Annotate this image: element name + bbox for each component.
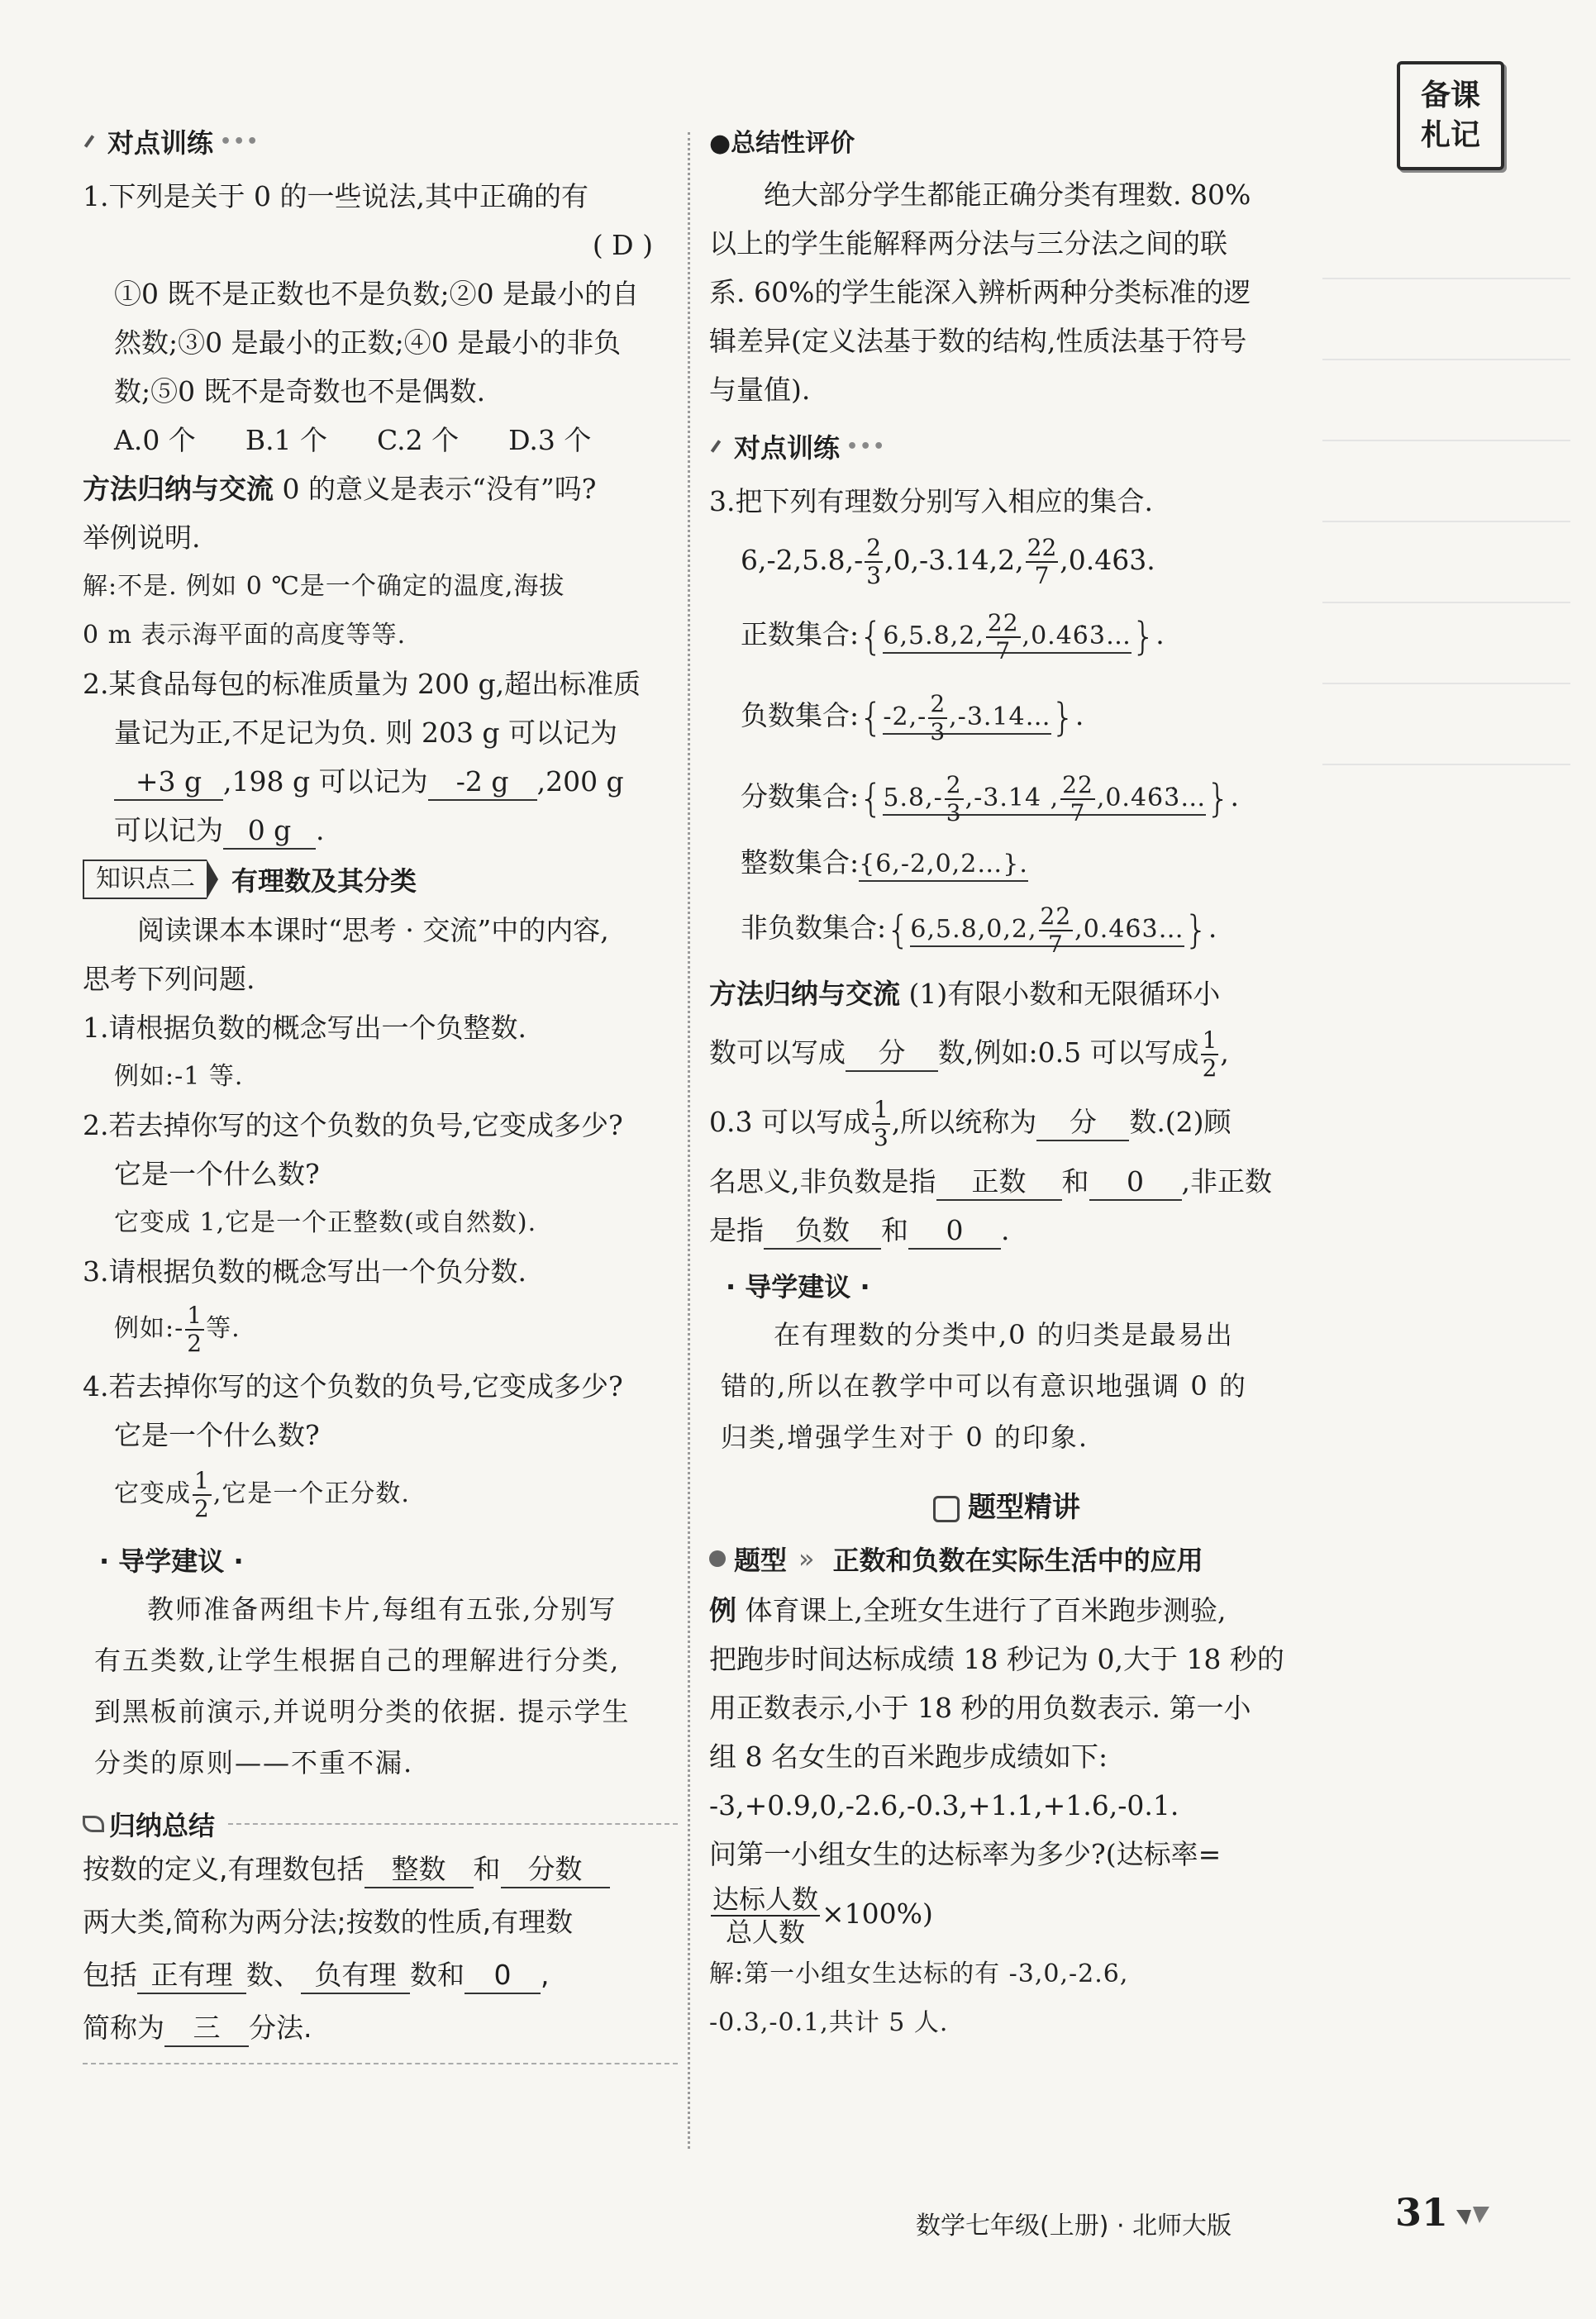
set-answer: {6,-2,0,2…}. (859, 850, 1028, 882)
answer-blank: 分 (1036, 1105, 1129, 1141)
example-question: 问第一小组女生的达标率为多少?(达标率= (709, 1838, 1222, 1870)
answer-blank: 0 (908, 1213, 1001, 1250)
example-answer: -0.3,-0.1,共计 5 人. (709, 2008, 949, 2037)
section-title-practice: 对点训练 ••• (83, 122, 678, 160)
method-2-cont: 0.3̇ 可以写成 $\frac{1}{3}$ ,所以统称为 分 数.(2)顾 (709, 1096, 1232, 1151)
question-1-answer: ( D ) (592, 229, 653, 261)
method-2-cont: 名思义,非负数是指 正数 和 0 ,非正数 (709, 1157, 1304, 1206)
item-4-answer: 它变成 $\frac{1}{2}$ ,它是一个正分数. (114, 1467, 410, 1522)
summary-title: 归纳总结 (83, 1805, 678, 1843)
page-number: 31 (1395, 2190, 1449, 2235)
fraction: $\frac{1}{2}$ (187, 1302, 203, 1357)
question-1-body: ①0 既不是正数也不是负数;②0 是最小的自 (114, 278, 640, 310)
leaf-icon (83, 1816, 104, 1832)
method-discussion: 方法归纳与交流 0 的意义是表示“没有”吗? (83, 473, 597, 505)
set-answer: 6,5.8,2, $\frac{22}{7}$ ,0.46̇3̇… (883, 609, 1131, 664)
guide-text: 有五类数,让学生根据自己的理解进行分类, (94, 1645, 621, 1676)
question-1-body: 数;⑤0 既不是奇数也不是偶数. (114, 375, 486, 407)
question-3-list: 6,-2,5.8,- $\frac{2}{3}$ ,0,-3.14,2, $\frac{22}{7}$ ,0.46̇3̇. (741, 534, 1155, 589)
item-2-cont: 它是一个什么数? (114, 1158, 320, 1190)
evaluation-title: ●总结性评价 (709, 129, 855, 158)
evaluation-text: 辑差异(定义法基于数的结构,性质法基于符号 (709, 325, 1247, 357)
question-1-body: 然数;③0 是最小的正数;④0 是最小的非负 (114, 326, 622, 359)
dots-icon: ••• (220, 131, 260, 152)
set-answer: 6,5.8,0,2, $\frac{22}{7}$ ,0.46̇3̇… (910, 902, 1184, 958)
problem-type-title: 正数和负数在实际生活中的应用 (832, 1545, 1203, 1576)
method-discussion-cont: 举例说明. (83, 521, 201, 554)
double-chevron-icon: » (798, 1543, 815, 1574)
set-nonnegative: 非负数集合:{6,5.8,0,2, $\frac{22}{7}$ ,0.46̇3̇…}. (741, 902, 1217, 958)
pen-icon (84, 135, 94, 147)
answer-blank: 三 (164, 2011, 249, 2047)
note-lines (1322, 198, 1570, 765)
fraction: $\frac{1}{2}$ (194, 1467, 210, 1522)
right-column (709, 116, 1304, 2047)
evaluation-text: 绝大部分学生都能正确分类有理数. 80% (764, 179, 1251, 211)
method-answer: 解:不是. 例如 0 ℃是一个确定的温度,海拔 (83, 572, 565, 601)
question-2-cont: 量记为正,不足记为负. 则 203 g 可以记为 (114, 717, 618, 749)
question-3: 3.把下列有理数分别写入相应的集合. (709, 485, 1153, 517)
question-2-cont: +3 g ,198 g 可以记为 -2 g ,200 g (83, 757, 678, 806)
guide-title: · 导学建议 · (726, 1271, 870, 1302)
page-corner-icon (1455, 2203, 1491, 2226)
book-title: 数学七年级(上册) · 北师大版 (916, 2212, 1232, 2240)
badge-line-2: 札记 (1420, 118, 1480, 152)
knowledge-point-header (83, 860, 678, 899)
answer-blank: 分 (846, 1036, 938, 1072)
answer-blank: 整数 (364, 1852, 474, 1888)
answer-blank: 0 (465, 1958, 541, 1994)
method-lead: 方法归纳与交流 (83, 473, 274, 505)
item-2: 2.若去掉你写的这个负数的负号,它变成多少? (83, 1109, 623, 1141)
left-column (83, 116, 678, 2086)
reading-instruction: 思考下列问题. (83, 963, 255, 995)
guide-title: · 导学建议 · (99, 1545, 244, 1577)
answer-blank: 0 (1089, 1164, 1182, 1201)
summary-line: 简称为 三 分法. (83, 2002, 678, 2055)
guide-text: 分类的原则——不重不漏. (94, 1747, 414, 1779)
answer-blank: 负有理 (301, 1958, 410, 1994)
item-3-answer: 例如:- $\frac{1}{2}$ 等. (114, 1302, 241, 1357)
set-answer: 5.8,- $\frac{2}{3}$ ,-3.14 , $\frac{22}{7}$ ,0.46̇3̇… (883, 771, 1207, 826)
method-2: 方法归纳与交流 (1)有限小数和无限循环小 (709, 978, 1221, 1010)
method-lead: 方法归纳与交流 (709, 978, 900, 1010)
pen-circle-icon (709, 1550, 726, 1567)
option-a: A.0 个 (114, 424, 196, 456)
example-answer: 解:第一小组女生达标的有 -3,0,-2.6, (709, 1959, 1129, 1988)
item-2-answer: 它变成 1,它是一个正整数(或自然数). (114, 1208, 537, 1237)
example-cont: 把跑步时间达标成绩 18 秒记为 0,大于 18 秒的 (709, 1643, 1284, 1675)
item-4-cont: 它是一个什么数? (114, 1419, 320, 1451)
lesson-notes-badge (1397, 61, 1504, 170)
set-negative: 负数集合:{-2,- $\frac{2}{3}$ ,-3.14…}. (741, 690, 1084, 745)
set-positive: 正数集合:{6,5.8,2, $\frac{22}{7}$ ,0.46̇3̇…}. (741, 609, 1165, 664)
example-cont: 组 8 名女生的百米跑步成绩如下: (709, 1740, 1108, 1773)
set-integer: 整数集合:{6,-2,0,2…}. (709, 838, 1304, 888)
item-4: 4.若去掉你写的这个负数的负号,它变成多少? (83, 1370, 623, 1402)
badge-line-1: 备课 (1420, 79, 1480, 112)
item-3: 3.请根据负数的概念写出一个负分数. (83, 1255, 526, 1288)
question-2: 2.某食品每包的标准质量为 200 g,超出标准质 (83, 668, 641, 700)
lecture-icon (933, 1496, 960, 1522)
summary-box (83, 1805, 678, 2086)
option-b: B.1 个 (245, 424, 328, 456)
example: 例 体育课上,全班女生进行了百米跑步测验, (709, 1594, 1227, 1626)
question-1: 1.下列是关于 0 的一些说法,其中正确的有 (83, 180, 588, 212)
rate-formula: $\frac{\text{达标人数}}{\text{总人数}}$ ×100%) (712, 1883, 933, 1948)
answer-blank: 正有理 (137, 1958, 246, 1994)
answer-blank: -2 g (428, 764, 537, 801)
evaluation-text: 与量值). (709, 374, 811, 406)
summary-line: 包括 正有理 数、 负有理 数和 0 , (83, 1949, 678, 2002)
summary-line: 按数的定义,有理数包括 整数 和 分数 (83, 1843, 678, 1896)
method-answer: 0 m 表示海平面的高度等等. (83, 621, 407, 650)
problem-type-header: 题型 » 正数和负数在实际生活中的应用 (709, 1540, 1304, 1578)
answer-blank: +3 g (114, 764, 223, 801)
option-c: C.2 个 (377, 424, 460, 456)
guide-text: 归类,增强学生对于 0 的印象. (721, 1421, 1089, 1453)
guide-text: 在有理数的分类中,0 的归类是最易出 (774, 1319, 1234, 1350)
set-fraction: 分数集合:{5.8,- $\frac{2}{3}$ ,-3.14 , $\frac{22}{7}$ ,0.46̇3̇…}. (741, 771, 1240, 826)
dots-icon: ••• (846, 436, 887, 457)
question-2-cont: 可以记为 0 g . (83, 806, 678, 855)
column-divider (688, 132, 690, 2149)
option-d: D.3 个 (508, 424, 592, 456)
evaluation-text: 以上的学生能解释两分法与三分法之间的联 (709, 227, 1227, 260)
set-answer: -2,- $\frac{2}{3}$ ,-3.14… (883, 690, 1051, 745)
answer-blank: 0 g (223, 813, 316, 850)
knowledge-point-title: 有理数及其分类 (231, 865, 417, 897)
guide-text: 教师准备两组卡片,每组有五张,分别写 (147, 1593, 617, 1625)
answer-blank: 负数 (764, 1213, 881, 1250)
item-1-answer: 例如:-1 等. (114, 1062, 244, 1091)
section-heading-types: 题型精讲 (709, 1484, 1304, 1525)
knowledge-point-tag: 知识点二 (83, 860, 207, 899)
section-title-practice-2: 对点训练 ••• (709, 427, 1304, 465)
answer-blank: 正数 (936, 1164, 1062, 1201)
reading-instruction: 阅读课本本课时“思考 · 交流”中的内容, (137, 914, 609, 946)
example-cont: 用正数表示,小于 18 秒的用负数表示. 第一小 (709, 1692, 1251, 1724)
summary-line: 两大类,简称为两分法;按数的性质,有理数 (83, 1906, 574, 1938)
method-2-cont: 数可以写成 分 数,例如:0.5 可以写成 $\frac{1}{2}$ , (709, 1026, 1229, 1082)
guide-text: 到黑板前演示,并说明分类的依据. 提示学生 (94, 1696, 631, 1727)
method-2-cont: 是指 负数 和 0 . (709, 1206, 1304, 1255)
evaluation-text: 系. 60%的学生能深入辨析两种分类标准的逻 (709, 276, 1251, 308)
guide-text: 错的,所以在教学中可以有意识地强调 0 的 (721, 1370, 1247, 1402)
item-1: 1.请根据负数的概念写出一个负整数. (83, 1012, 526, 1044)
pen-icon (711, 440, 721, 452)
example-data: -3,+0.9,0,-2.6,-0.3,+1.1,+1.6,-0.1. (709, 1789, 1179, 1821)
answer-blank: 分数 (501, 1852, 610, 1888)
question-1-options (83, 416, 678, 464)
